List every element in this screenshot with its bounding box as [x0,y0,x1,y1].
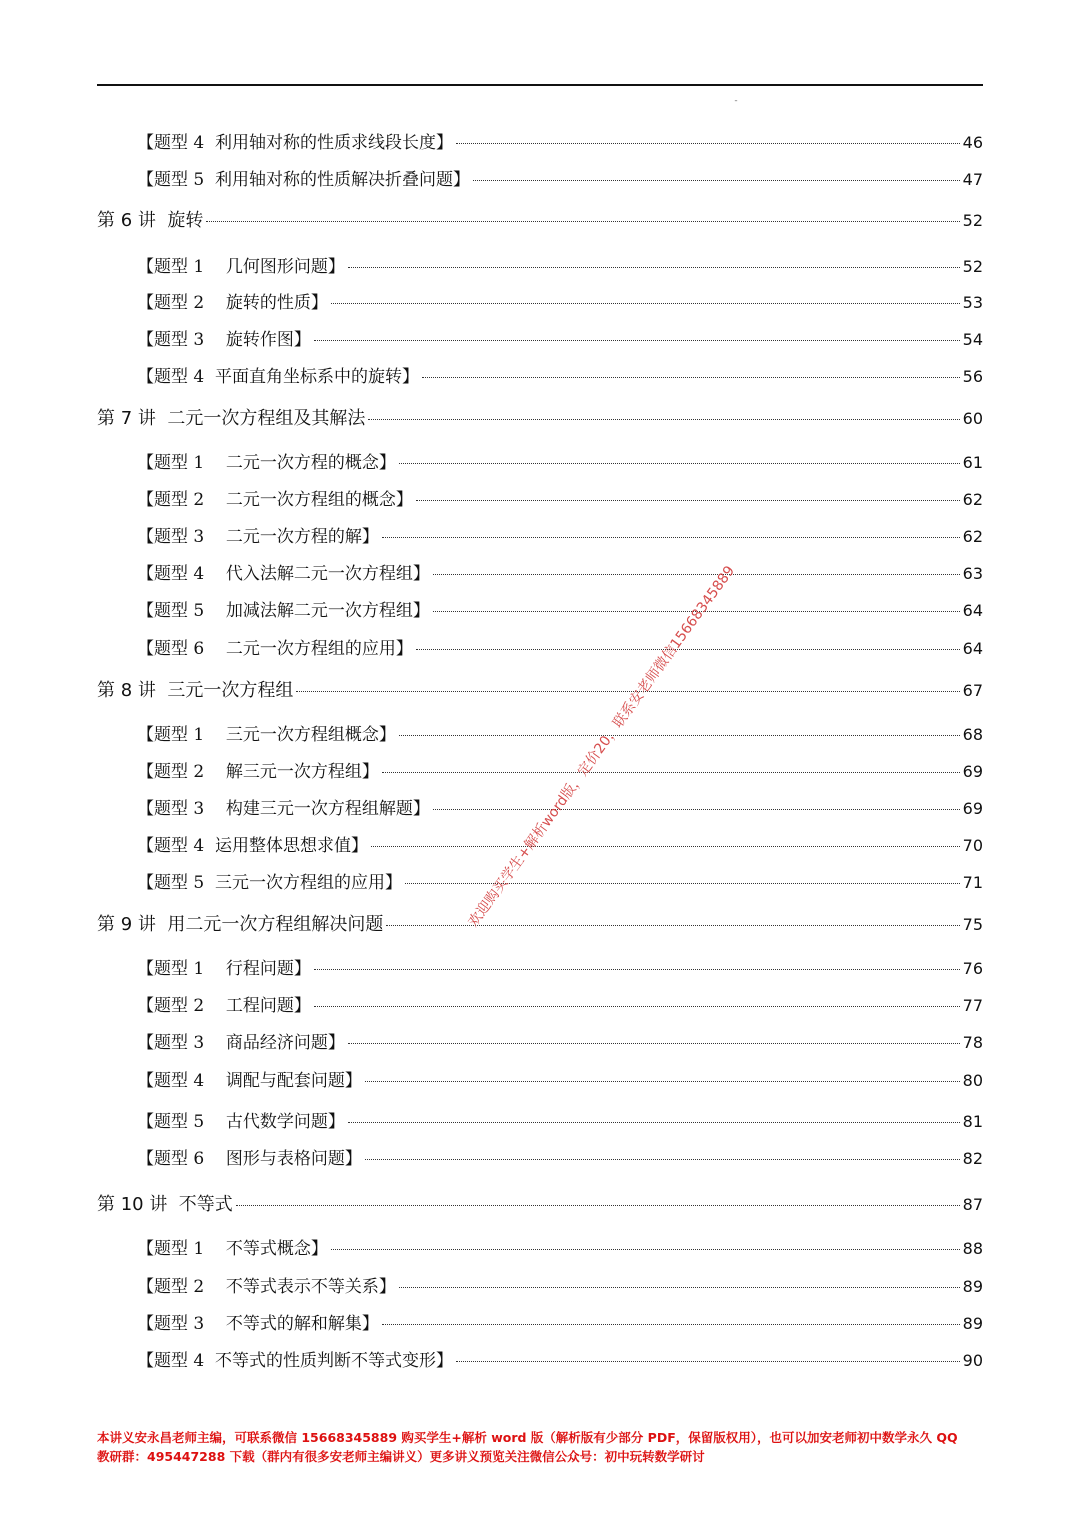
dot-leader [331,1249,960,1250]
dot-leader [433,809,960,810]
toc-entry-title: 【题型 5 利用轴对称的性质解决折叠问题】 [137,170,471,190]
toc-subsection-entry[interactable] [137,526,983,548]
dot-leader [236,1205,960,1206]
toc-subsection-entry[interactable] [137,872,983,894]
toc-subsection-entry[interactable] [137,958,983,980]
dot-leader [399,1287,960,1288]
toc-subsection-entry[interactable] [137,1148,983,1170]
dot-leader [382,537,960,538]
toc-page-number: 71 [962,873,983,892]
toc-entry-title: 【题型 1 三元一次方程组概念】 [137,725,396,745]
toc-entry-title: 【题型 4 调配与配套问题】 [137,1071,362,1091]
toc-subsection-entry[interactable] [137,1276,983,1298]
dot-leader [371,846,960,847]
toc-page-number: 47 [962,170,983,189]
toc-subsection-entry[interactable] [137,489,983,511]
toc-subsection-entry[interactable] [137,1313,983,1335]
toc-page-number: 61 [962,453,983,472]
toc-entry-title: 【题型 4 利用轴对称的性质求线段长度】 [137,133,454,153]
dot-leader [331,303,960,304]
dot-leader [348,1122,960,1123]
footer-line-1: 本讲义安永昌老师主编，可联系微信 15668345889 购买学生+解析 word 版（解析版有少部分 PDF，保留版权用），也可以加安老师初中数学永久 QQ [97,1430,958,1445]
toc-entry-title: 第 7 讲 二元一次方程组及其解法 [97,408,366,429]
footer-notice [97,1428,983,1466]
toc-entry-title: 【题型 3 旋转作图】 [137,330,311,350]
toc-page-number: 46 [962,133,983,152]
toc-page-number: 67 [962,681,983,700]
toc-entry-title: 【题型 4 不等式的性质判断不等式变形】 [137,1351,454,1371]
toc-subsection-entry[interactable] [137,724,983,746]
toc-subsection-entry[interactable] [137,452,983,474]
toc-page-number: 87 [962,1195,983,1214]
toc-entry-title: 第 10 讲 不等式 [97,1194,233,1215]
toc-page-number: 89 [962,1314,983,1333]
dot-leader [422,377,960,378]
toc-page-number: 80 [962,1071,983,1090]
toc-page-number: 56 [962,367,983,386]
toc-subsection-entry[interactable] [137,169,983,191]
toc-page-number: 89 [962,1277,983,1296]
toc-subsection-entry[interactable] [137,1070,983,1092]
header-mark: ˉ [734,100,738,109]
toc-entry-title: 【题型 3 二元一次方程的解】 [137,527,379,547]
toc-section-entry[interactable] [97,914,983,936]
footer-line-2: 教研群：495447288 下载（群内有很多安老师主编讲义）更多讲义预览关注微信公众号：初中玩转数学研讨 [97,1449,705,1464]
toc-section-entry[interactable] [97,210,983,232]
toc-entry-title: 【题型 5 古代数学问题】 [137,1112,345,1132]
toc-subsection-entry[interactable] [137,329,983,351]
toc-section-entry[interactable] [97,408,983,430]
toc-subsection-entry[interactable] [137,835,983,857]
toc-page-number: 75 [962,915,983,934]
dot-leader [314,969,960,970]
dot-leader [433,574,960,575]
toc-entry-title: 【题型 2 旋转的性质】 [137,293,328,313]
toc-subsection-entry[interactable] [137,1350,983,1372]
toc-page-number: 76 [962,959,983,978]
toc-subsection-entry[interactable] [137,1111,983,1133]
dot-leader [314,340,960,341]
dot-leader [314,1006,960,1007]
toc-entry-title: 【题型 4 代入法解二元一次方程组】 [137,564,430,584]
toc-entry-title: 【题型 3 不等式的解和解集】 [137,1314,379,1334]
toc-subsection-entry[interactable] [137,600,983,622]
toc-subsection-entry[interactable] [137,132,983,154]
toc-subsection-entry[interactable] [137,761,983,783]
toc-entry-title: 【题型 4 平面直角坐标系中的旋转】 [137,367,420,387]
dot-leader [206,221,959,222]
toc-subsection-entry[interactable] [137,1032,983,1054]
toc-page-number: 68 [962,725,983,744]
toc-entry-title: 【题型 4 运用整体思想求值】 [137,836,369,856]
toc-page-number: 70 [962,836,983,855]
toc-entry-title: 【题型 1 几何图形问题】 [137,257,345,277]
toc-entry-title: 【题型 3 商品经济问题】 [137,1033,345,1053]
toc-entry-title: 【题型 2 工程问题】 [137,996,311,1016]
toc-page-number: 62 [962,527,983,546]
toc-page-number: 63 [962,564,983,583]
header-rule [97,84,983,86]
toc-page-number: 82 [962,1149,983,1168]
toc-entry-title: 【题型 1 不等式概念】 [137,1239,328,1259]
toc-subsection-entry[interactable] [137,292,983,314]
toc-subsection-entry[interactable] [137,638,983,660]
toc-page-number: 69 [962,799,983,818]
toc-page-number: 90 [962,1351,983,1370]
toc-page-number: 52 [962,257,983,276]
dot-leader [382,1324,960,1325]
toc-subsection-entry[interactable] [137,256,983,278]
dot-leader [456,1361,960,1362]
toc-subsection-entry[interactable] [137,563,983,585]
toc-page-number: 62 [962,490,983,509]
toc-entry-title: 第 6 讲 旋转 [97,210,204,231]
toc-entry-title: 【题型 1 二元一次方程的概念】 [137,453,396,473]
toc-subsection-entry[interactable] [137,1238,983,1260]
toc-entry-title: 【题型 5 加减法解二元一次方程组】 [137,601,430,621]
toc-entry-title: 【题型 1 行程问题】 [137,959,311,979]
toc-entry-title: 【题型 2 不等式表示不等关系】 [137,1277,396,1297]
toc-entry-title: 【题型 6 二元一次方程组的应用】 [137,639,413,659]
toc-page-number: 69 [962,762,983,781]
toc-page-number: 78 [962,1033,983,1052]
toc-page-number: 64 [962,601,983,620]
dot-leader [368,419,959,420]
toc-entry-title: 【题型 3 构建三元一次方程组解题】 [137,799,430,819]
toc-page-number: 64 [962,639,983,658]
dot-leader [473,180,960,181]
toc-entry-title: 【题型 2 解三元一次方程组】 [137,762,379,782]
dot-leader [348,1043,960,1044]
toc-section-entry[interactable] [97,680,983,702]
toc-entry-title: 第 8 讲 三元一次方程组 [97,680,294,701]
toc-entry-title: 第 9 讲 用二元一次方程组解决问题 [97,914,384,935]
toc-page-number: 77 [962,996,983,1015]
toc-entry-title: 【题型 6 图形与表格问题】 [137,1149,362,1169]
dot-leader [399,463,960,464]
toc-entry-title: 【题型 2 二元一次方程组的概念】 [137,490,413,510]
toc-page-number: 81 [962,1112,983,1131]
dot-leader [365,1081,960,1082]
dot-leader [416,649,960,650]
dot-leader [348,267,960,268]
toc-section-entry[interactable] [97,1194,983,1216]
toc-page-number: 88 [962,1239,983,1258]
toc-page-number: 53 [962,293,983,312]
watermark-text: 欢迎购买学生+解析word版，定价20，联系安老师微信15668345889 [465,563,739,931]
toc-page-number: 60 [962,409,983,428]
dot-leader [399,735,960,736]
toc-entry-title: 【题型 5 三元一次方程组的应用】 [137,873,403,893]
toc-subsection-entry[interactable] [137,366,983,388]
dot-leader [456,143,960,144]
toc-subsection-entry[interactable] [137,995,983,1017]
dot-leader [416,500,960,501]
toc-page-number: 52 [962,211,983,230]
toc-page-number: 54 [962,330,983,349]
dot-leader [365,1159,960,1160]
dot-leader [382,772,960,773]
